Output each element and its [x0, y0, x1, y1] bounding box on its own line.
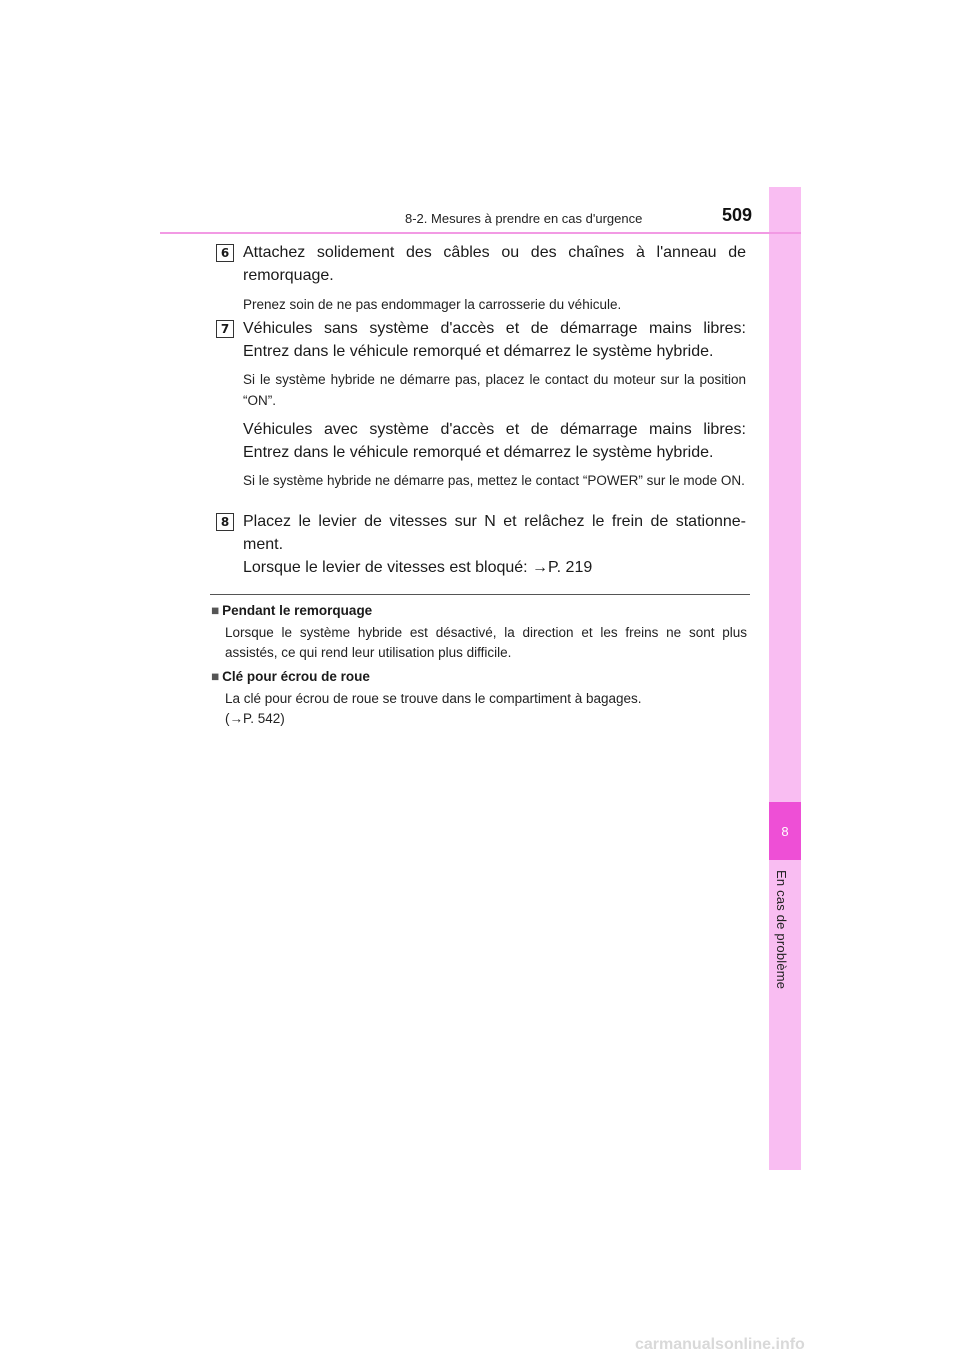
chapter-number: 8: [781, 823, 789, 839]
step-7-line-1: Véhicules sans système d'accès et de démarrage mains libres:: [243, 320, 746, 337]
header-rule: [160, 232, 801, 234]
step-6-line-2: remorquage.: [243, 267, 334, 284]
step-6-line-1: Attachez solidement des câbles ou des chaînes à l'anneau de: [243, 244, 746, 261]
chapter-label: En cas de problème: [774, 870, 789, 990]
note-towing-title-row: [211, 601, 747, 621]
step-number-7: 7: [216, 320, 234, 338]
note-wheel-nut-wrench: [211, 667, 747, 729]
chapter-number-tab[interactable]: [769, 802, 801, 860]
square-bullet-icon: ■: [211, 603, 220, 618]
step-8-line-1: Placez le levier de vitesses sur N et relâchez le frein de stationne-: [243, 513, 746, 530]
step-number-6: 6: [216, 244, 234, 262]
step-7-line-2: Entrez dans le véhicule remorqué et démarrez le système hybride.: [243, 343, 714, 360]
page-number: 509: [722, 205, 753, 225]
square-bullet-icon: ■: [211, 669, 220, 684]
step-8-line-2: ment.: [243, 536, 284, 553]
step-7-alt-note: Si le système hybride ne démarre pas, mettez le contact “POWER” sur le mode ON.: [243, 473, 745, 488]
step-8-extra: Lorsque le levier de vitesses est bloqué: →P. 219: [243, 559, 593, 576]
step-7: [243, 317, 746, 491]
note-towing: [211, 601, 747, 663]
note-wrench-body-line-1: La clé pour écrou de roue se trouve dans le compartiment à bagages.: [225, 691, 642, 706]
step-7-alt-line-2: Entrez dans le véhicule remorqué et démarrez le système hybride.: [243, 444, 714, 461]
note-wrench-title: Clé pour écrou de roue: [222, 669, 370, 684]
step-7-alt-line-1: Véhicules avec système d'accès et de démarrage mains libres:: [243, 421, 746, 438]
note-wrench-body-line-2[interactable]: (→P. 542): [225, 711, 285, 726]
step-7-note: Si le système hybride ne démarre pas, placez le contact du moteur sur la position “ON”.: [243, 372, 746, 408]
step-8: [243, 510, 746, 579]
note-wrench-title-row: [211, 667, 747, 687]
step-number-8: 8: [216, 513, 234, 531]
note-towing-body: Lorsque le système hybride est désactivé, la direction et les freins ne sont plus assistés, ce qui rend leur utilisation plus difficile.: [225, 625, 747, 660]
chapter-tab: [769, 187, 801, 1170]
section-title: 8-2. Mesures à prendre en cas d'urgence: [405, 211, 643, 226]
step-6: [243, 241, 746, 315]
step-6-note: Prenez soin de ne pas endommager la carrosserie du véhicule.: [243, 297, 622, 312]
note-towing-title: Pendant le remorquage: [222, 603, 373, 618]
section-divider: [210, 594, 750, 595]
watermark: carmanualsonline.info: [635, 1336, 805, 1353]
